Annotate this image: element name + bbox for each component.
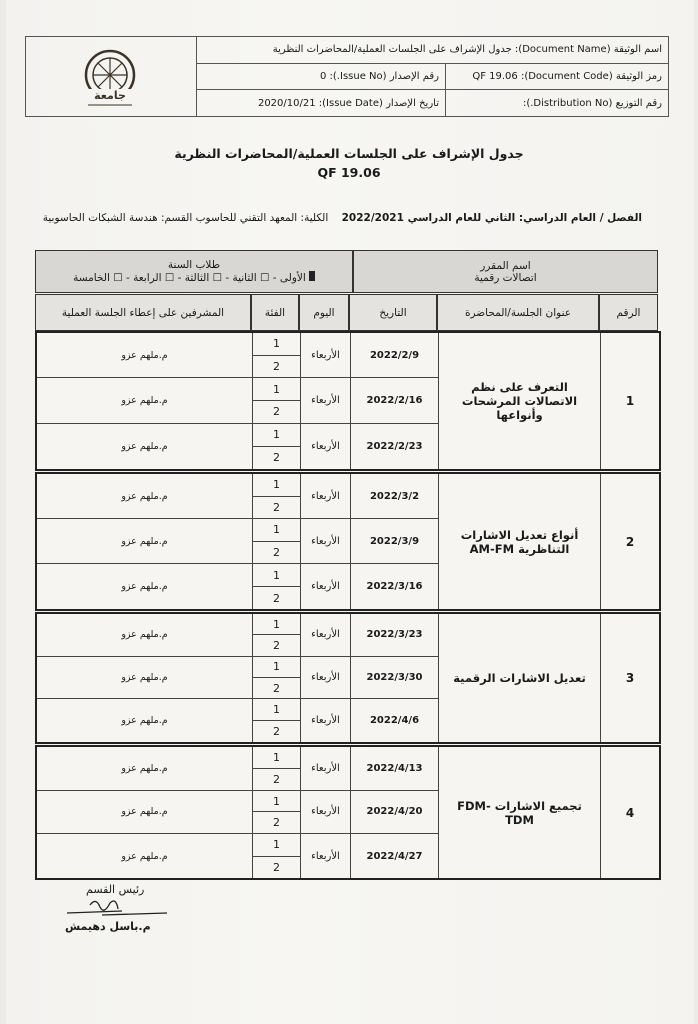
group-number: 1 — [253, 834, 300, 856]
group-cell — [253, 834, 300, 878]
session-title: تعديل الاشارات الرقمية — [439, 614, 601, 742]
row-number: 3 — [625, 671, 635, 685]
supervisor-name: م.ملهم عزو — [121, 490, 168, 502]
col-date: التاريخ — [349, 294, 437, 331]
day-cell: الأربعاء — [301, 519, 350, 564]
group-cell — [253, 657, 300, 700]
supervisor-column — [37, 614, 253, 742]
supervisor-cell — [37, 699, 252, 742]
group-cell — [253, 614, 300, 657]
supervisor-name: م.ملهم عزو — [121, 850, 168, 862]
group-number: 1 — [253, 614, 300, 635]
table-row — [35, 331, 661, 471]
group-cell — [253, 791, 300, 835]
group-cell — [253, 474, 300, 519]
issue-no-label: رقم الإصدار (Issue No.): 0 — [319, 71, 439, 82]
col-supervisors: المشرفين على إعطاء الجلسة العملية — [35, 294, 251, 331]
group-cell — [253, 424, 300, 469]
semester-info: الفصل / العام الدراسي: الثاني للعام الدراسي 2022/2021 — [341, 212, 642, 224]
date-column — [351, 474, 439, 609]
supervisor-name: م.ملهم عزو — [121, 806, 168, 818]
supervisor-cell — [37, 657, 252, 700]
document-code: QF 19.06 — [317, 165, 381, 180]
day-column — [301, 333, 351, 469]
signature-role: رئيس القسم — [86, 883, 145, 896]
group-column — [253, 747, 301, 878]
group-number: 1 — [253, 378, 300, 401]
supervisor-name: م.ملهم عزو — [121, 762, 168, 774]
col-group: الفئة — [251, 294, 299, 331]
col-day: اليوم — [299, 294, 349, 331]
supervisor-column — [37, 333, 253, 469]
group-number: 1 — [253, 747, 300, 769]
supervisor-name: م.ملهم عزو — [121, 715, 168, 727]
date-cell: 2022/3/16 — [366, 581, 423, 592]
col-num: الرقم — [599, 294, 658, 331]
year-label: طلاب السنة — [167, 259, 221, 271]
day-cell: الأربعاء — [301, 333, 350, 378]
signature-name: م.باسل دهيمش — [65, 920, 151, 933]
supervisor-cell — [37, 614, 252, 657]
date-cell: 2022/3/30 — [351, 657, 438, 700]
day-column — [301, 614, 351, 742]
date-cell: 2022/4/13 — [351, 747, 438, 791]
day-column — [301, 747, 351, 878]
group-number: 2 — [273, 500, 280, 514]
date-cell: 2022/3/23 — [351, 614, 438, 657]
document-header — [25, 36, 669, 117]
supervisor-column — [37, 747, 253, 878]
supervisor-name: م.ملهم عزو — [121, 440, 168, 452]
group-cell — [253, 564, 300, 609]
table-column-headers — [35, 294, 658, 331]
supervisor-cell — [37, 424, 252, 469]
day-cell: الأربعاء — [301, 791, 350, 835]
day-cell: الأربعاء — [301, 378, 350, 423]
header-rows — [197, 37, 668, 116]
group-number: 2 — [273, 816, 280, 830]
row-number: 4 — [625, 805, 635, 820]
date-cell: 2022/4/27 — [366, 850, 423, 862]
date-column — [351, 333, 439, 469]
group-number: 1 — [253, 657, 300, 678]
day-cell: الأربعاء — [301, 747, 350, 791]
date-cell: 2022/4/6 — [369, 715, 420, 727]
table-row — [35, 612, 661, 744]
date-cell: 2022/2/16 — [351, 378, 438, 423]
date-cell: 2022/3/9 — [351, 519, 438, 564]
logo-text: جامعة — [94, 89, 126, 102]
university-logo — [76, 45, 144, 113]
header-row-code — [197, 64, 668, 91]
header-row-name — [197, 37, 668, 64]
group-number: 2 — [273, 591, 280, 605]
course-cell — [353, 250, 658, 293]
supervisor-column — [37, 474, 253, 609]
supervisor-cell — [37, 333, 252, 378]
supervisor-name: م.ملهم عزو — [121, 535, 168, 547]
group-column — [253, 614, 301, 742]
col-title: عنوان الجلسة/المحاضرة — [437, 294, 599, 331]
group-number: 2 — [273, 725, 280, 739]
group-number: 2 — [273, 638, 280, 652]
group-cell — [253, 519, 300, 564]
supervisor-cell — [37, 564, 252, 609]
day-cell: الأربعاء — [301, 474, 350, 519]
day-cell: الأربعاء — [311, 850, 340, 862]
date-column — [351, 614, 439, 742]
group-number: 1 — [253, 424, 300, 447]
checked-box-icon — [309, 271, 315, 281]
header-row-distribution — [197, 90, 668, 116]
group-cell — [253, 747, 300, 791]
day-cell: الأربعاء — [311, 581, 340, 592]
course-info-line — [43, 212, 642, 224]
supervisor-cell — [37, 747, 252, 791]
supervisor-cell — [37, 519, 252, 564]
day-cell: الأربعاء — [301, 614, 350, 657]
supervisor-name: م.ملهم عزو — [121, 394, 168, 406]
day-cell: الأربعاء — [311, 440, 340, 452]
course-name: اتصالات رقمية — [474, 271, 537, 284]
group-number: 2 — [273, 405, 280, 419]
day-cell: الأربعاء — [311, 715, 340, 727]
year-options: الأولى - ☐ الثانية - ☐ الثالثة - ☐ الرابعة - ☐ الخامسة — [73, 272, 306, 284]
session-title: أنواع تعديل الاشارات التناظرية AM-FM — [439, 474, 601, 609]
page-title: جدول الإشراف على الجلسات العملية/المحاضرات النظرية — [174, 146, 524, 161]
supervisor-name: م.ملهم عزو — [121, 349, 168, 361]
supervisor-name: م.ملهم عزو — [121, 671, 168, 683]
group-cell — [253, 699, 300, 742]
table-row — [35, 745, 661, 880]
group-number: 1 — [253, 519, 300, 542]
supervisor-cell — [37, 378, 252, 423]
group-number: 2 — [273, 772, 280, 786]
group-number: 2 — [273, 681, 280, 695]
group-number: 2 — [273, 451, 280, 465]
group-number: 2 — [273, 545, 280, 559]
group-number: 2 — [273, 360, 280, 373]
issue-date-label: تاريخ الإصدار (Issue Date): 2020/10/21 — [257, 97, 439, 109]
row-number: 2 — [625, 534, 635, 549]
logo-cell — [26, 37, 197, 116]
doc-code-label: رمز الوثيقة (Document Code): QF 19.06 — [445, 64, 668, 90]
supervisor-cell — [37, 834, 252, 878]
doc-name-label: اسم الوثيقة (Document Name): جدول الإشراف على الجلسات العملية/المحاضرات النظرية — [272, 44, 662, 56]
distribution-label: رقم التوزيع (Distribution No.): — [445, 90, 668, 116]
session-title: تجميع الاشارات FDM-TDM — [439, 747, 601, 878]
group-number: 2 — [273, 860, 280, 874]
date-column — [351, 747, 439, 878]
group-number: 1 — [253, 791, 300, 813]
date-cell: 2022/4/20 — [351, 791, 438, 835]
supervisor-name: م.ملهم عزو — [121, 581, 168, 592]
date-cell: 2022/2/23 — [366, 440, 423, 452]
group-number: 1 — [253, 333, 300, 356]
supervisor-cell — [37, 791, 252, 835]
day-column — [301, 474, 351, 609]
course-year-header — [35, 250, 658, 293]
course-label: اسم المقرر — [480, 259, 531, 272]
group-cell — [253, 333, 300, 378]
group-number: 1 — [253, 564, 300, 587]
year-cell — [35, 250, 353, 293]
row-number: 1 — [625, 394, 635, 408]
group-cell — [253, 378, 300, 423]
group-column — [253, 474, 301, 609]
college-info: الكلية: المعهد التقني للحاسوب القسم: هندسة الشبكات الحاسوبية — [42, 212, 329, 224]
group-column — [253, 333, 301, 469]
group-number: 1 — [253, 699, 300, 721]
date-cell: 2022/2/9 — [351, 333, 438, 378]
table-row — [35, 472, 661, 611]
supervisor-name: م.ملهم عزو — [121, 629, 168, 641]
signature-scribble — [62, 895, 172, 919]
supervisor-cell — [37, 474, 252, 519]
day-cell: الأربعاء — [301, 657, 350, 700]
session-title: التعرف على نظم الاتصالات المرشحات وأنواعها — [439, 333, 601, 469]
group-number: 1 — [253, 474, 300, 497]
date-cell: 2022/3/2 — [351, 474, 438, 519]
